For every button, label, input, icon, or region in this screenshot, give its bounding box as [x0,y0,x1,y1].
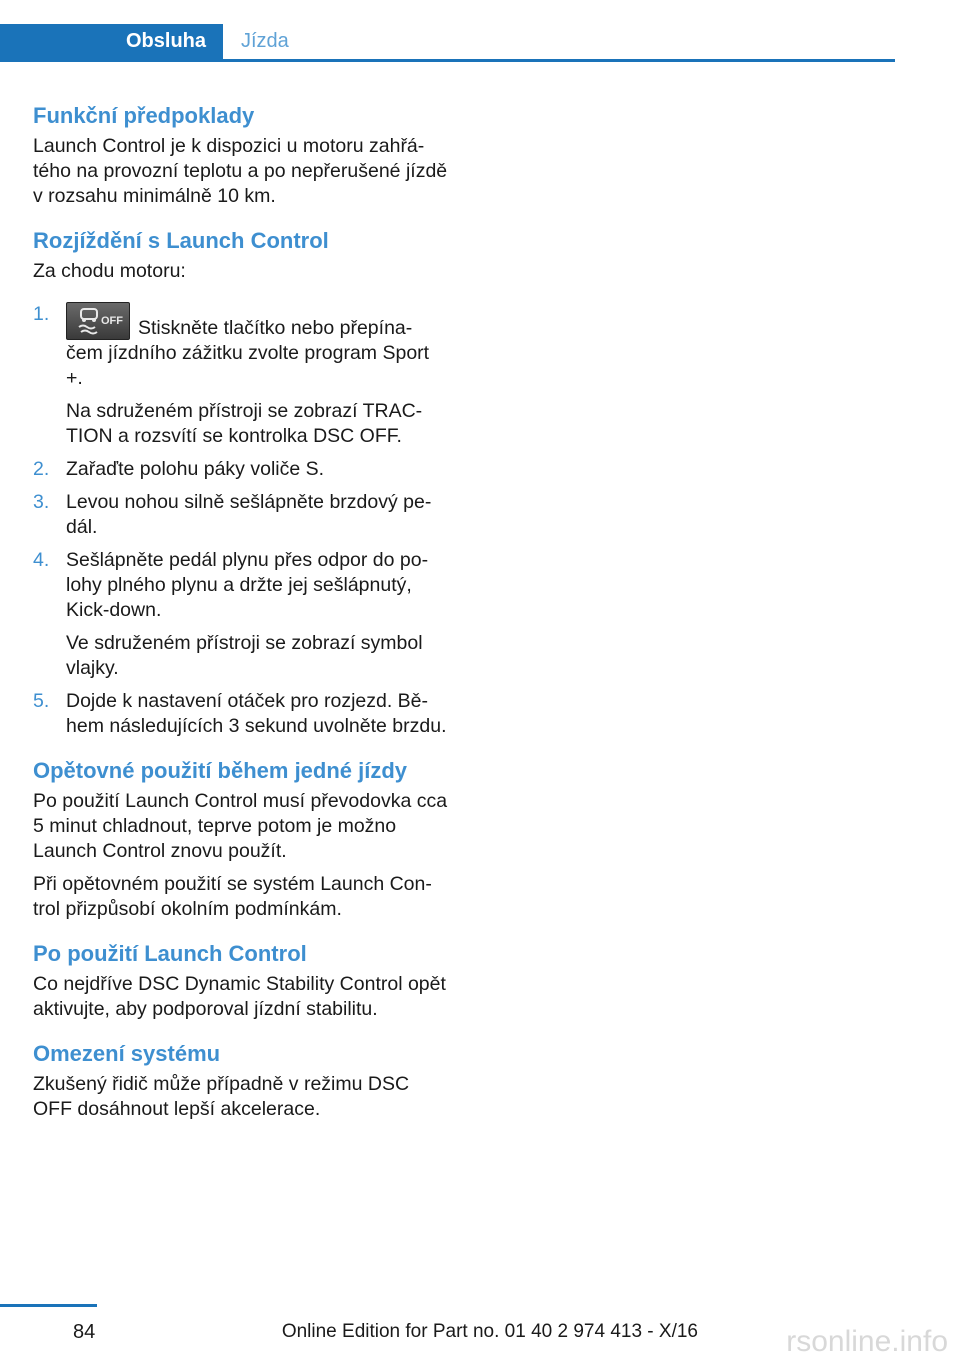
main-content [33,102,448,1140]
step-text: Levou nohou silně sešlápněte brzdový pe-dál. [66,491,432,538]
watermark: rsonline.info [786,1325,948,1358]
tab-jizda-label: Jízda [241,30,289,52]
step-text: Zařaďte polohu páky voliče S. [66,458,325,480]
step-note: Ve sdruženém přístroji se zobrazí symbol vlajky. [66,632,423,679]
step-number: 2. [33,458,50,480]
section-heading: Rozjíždění s Launch Control [33,228,329,253]
section-opetovne-pouziti [33,757,448,922]
svg-text:OFF: OFF [101,315,123,327]
paragraph: Za chodu motoru: [33,260,186,282]
paragraph: Při opětovném použití se systém Launch Con-trol přizpůsobí okolním podmínkám. [33,873,432,920]
header-rule [0,59,895,62]
step-note: Na sdruženém přístroji se zobrazí TRAC-TION a rozsvítí se kontrolka DSC OFF. [66,400,423,447]
step-number: 3. [33,491,50,513]
paragraph: Po použití Launch Control musí převodovka cca 5 minut chladnout, teprve potom je možno Launch Control znovu použít. [33,790,448,862]
list-item [33,302,448,449]
step-text: Dojde k nastavení otáček pro rozjezd. Bě-hem následujících 3 sekund uvolněte brzdu. [66,690,447,737]
step-number: 5. [33,690,50,712]
step-number: 1. [33,303,50,325]
tab-jizda[interactable] [241,24,289,59]
edition-text: Online Edition for Part no. 01 40 2 974 413 - X/16 [281,1321,698,1342]
paragraph: Zkušený řidič může případně v režimu DSC OFF dosáhnout lepší akcelerace. [33,1073,410,1120]
step-number: 4. [33,549,50,571]
dsc-off-button-icon [66,302,130,340]
section-po-pouziti [33,940,448,1022]
paragraph: Launch Control je k dispozici u motoru zahřá-tého na provozní teplotu a po nepřerušené jízdě v rozsahu minimálně 10 km. [33,135,448,207]
section-funkcni-predpoklady [33,102,448,209]
header-tabbar [0,0,895,62]
section-heading: Po použití Launch Control [33,941,307,966]
list-item [33,490,448,540]
section-rozjizdeni [33,227,448,739]
step-text: Sešlápněte pedál plynu přes odpor do po-lohy plného plynu a držte jej sešlápnutý, Kick-down. [66,549,429,621]
page-number: 84 [73,1321,96,1343]
section-omezeni-systemu [33,1040,448,1122]
step-text: Stiskněte tlačítko nebo přepína-čem jízdního zážitku zvolte program Sport +. [66,317,430,389]
paragraph: Co nejdříve DSC Dynamic Stability Control opět aktivujte, aby podporoval jízdní stabilitu. [33,973,446,1020]
section-heading: Opětovné použití během jedné jízdy [33,758,408,783]
steps-list [33,302,448,739]
tab-obsluha-label: Obsluha [125,30,206,52]
footer-rule [0,1304,97,1307]
section-heading: Omezení systému [33,1041,221,1066]
section-heading: Funkční předpoklady [33,103,255,128]
list-item [33,689,448,739]
list-item [33,457,448,482]
list-item [33,548,448,681]
tab-obsluha[interactable] [0,24,223,59]
